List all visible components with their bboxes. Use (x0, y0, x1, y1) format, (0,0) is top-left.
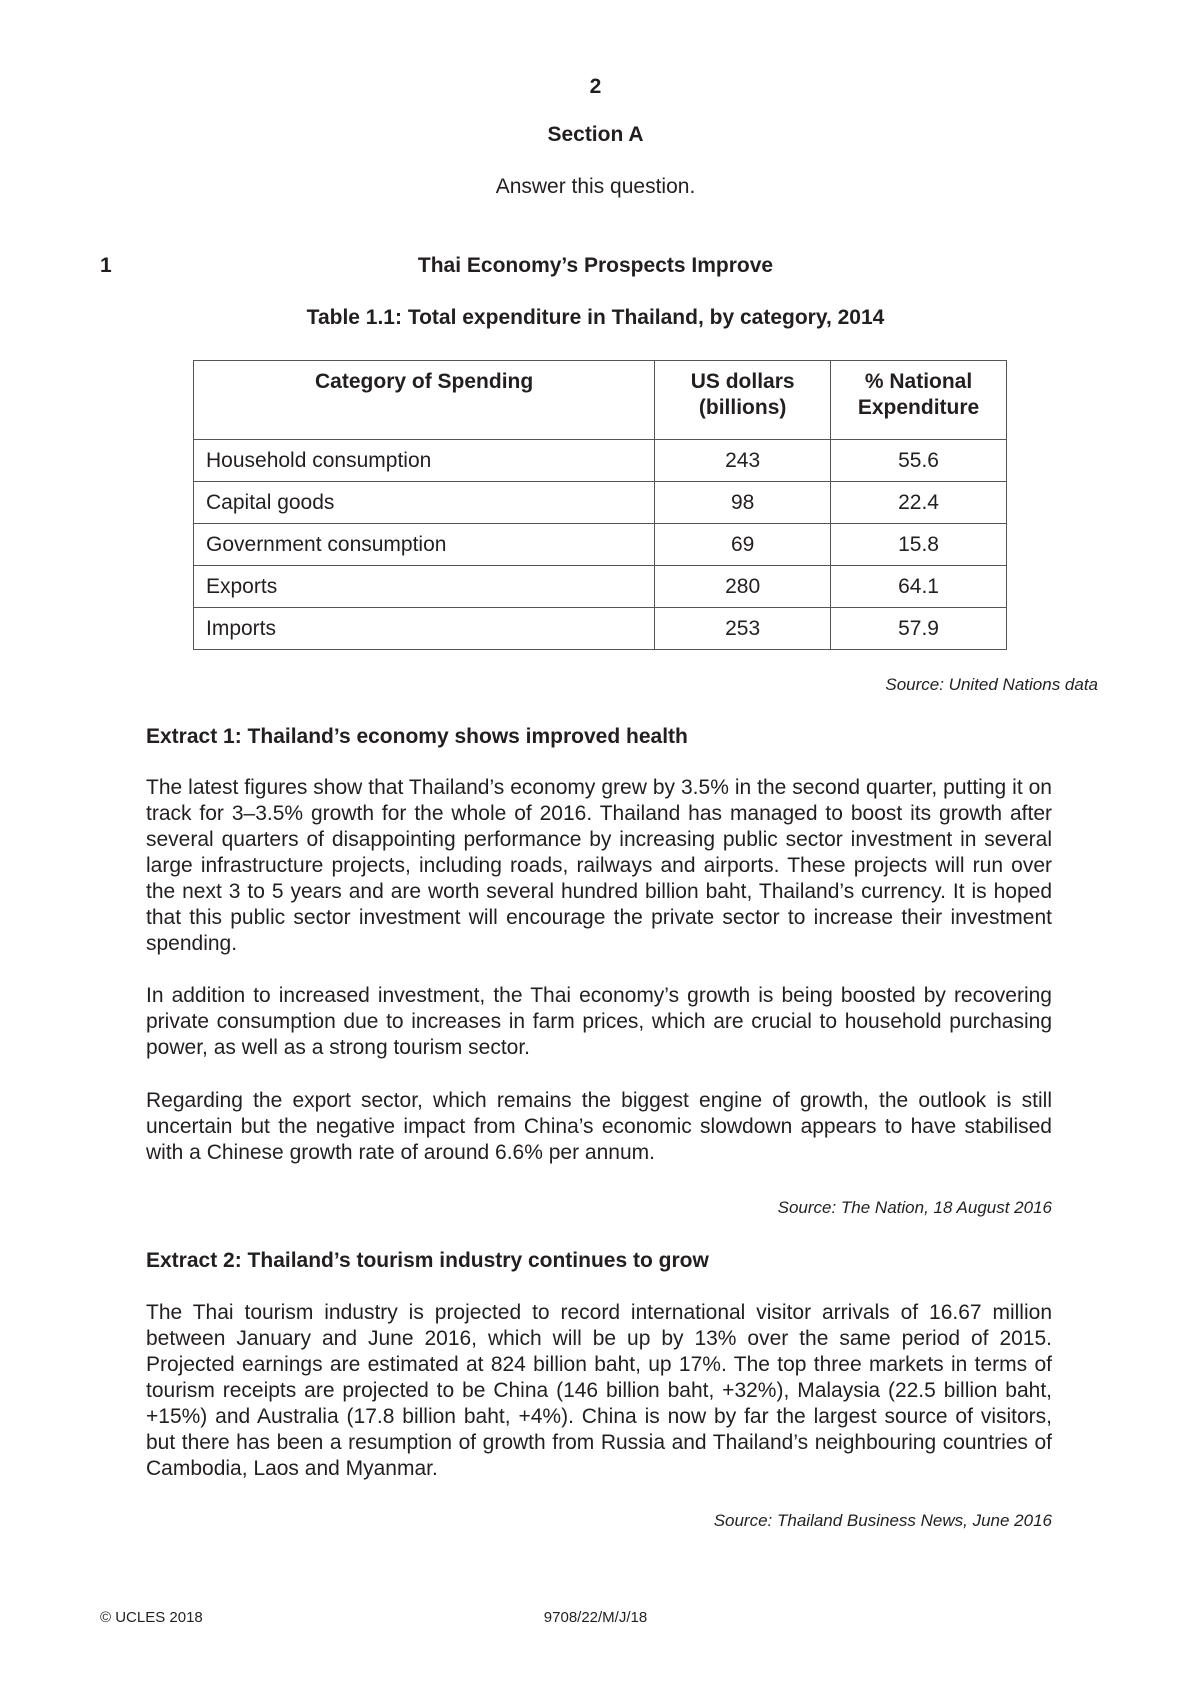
footer-code: 9708/22/M/J/18 (543, 1609, 648, 1626)
header-category (194, 361, 655, 440)
extract2-source: Source: Thailand Business News, June 2016 (713, 1511, 1052, 1530)
table-header-row (194, 361, 1007, 440)
cell-category: Imports (194, 608, 655, 650)
table-caption: Table 1.1: Total expenditure in Thailand, by category, 2014 (306, 306, 885, 329)
header-usd-line1: US dollars (690, 370, 795, 393)
extract1-source: Source: The Nation, 18 August 2016 (777, 1198, 1052, 1217)
expenditure-table (193, 360, 1007, 650)
question-title: Thai Economy’s Prospects Improve (417, 254, 774, 277)
section-title: Section A (547, 123, 644, 146)
header-usd (655, 361, 831, 440)
header-pct-line1: % National (864, 370, 973, 393)
cell-pct: 22.4 (831, 482, 1007, 524)
extract2-heading: Extract 2: Thailand’s tourism industry continues to grow (146, 1249, 709, 1272)
header-pct (831, 361, 1007, 440)
cell-usd: 69 (655, 524, 831, 566)
cell-usd: 280 (655, 566, 831, 608)
cell-pct: 55.6 (831, 440, 1007, 482)
cell-category: Exports (194, 566, 655, 608)
cell-pct: 15.8 (831, 524, 1007, 566)
header-pct-line2: Expenditure (857, 396, 980, 419)
cell-pct: 64.1 (831, 566, 1007, 608)
table-row (194, 566, 1007, 608)
header-category-label: Category of Spending (315, 370, 534, 393)
table-row (194, 524, 1007, 566)
extract1-paragraph-1: The latest figures show that Thailand’s economy grew by 3.5% in the second quarter, putting it on track for 3–3.5% growth for the whole of 2016. Thailand has managed to boost its growth after several quarters of disappointing performance by increasing public sector investment in several large infrastructure projects, including roads, railways and airports. These projects will run over the next 3 to 5 years and are worth several hundred billion baht, Thailand’s currency. It is hoped that this public sector investment will encourage the private sector to increase their investment spending. (146, 776, 1052, 955)
cell-category: Government consumption (194, 524, 655, 566)
question-number: 1 (100, 254, 112, 277)
cell-usd: 243 (655, 440, 831, 482)
cell-category: Household consumption (194, 440, 655, 482)
header-usd-line2: (billions) (698, 396, 787, 419)
extract1-paragraph-3: Regarding the export sector, which remains the biggest engine of growth, the outlook is still uncertain but the negative impact from China’s economic slowdown appears to have stabilised with a Chinese growth rate of around 6.6% per annum. (146, 1089, 1052, 1164)
instruction-text: Answer this question. (495, 175, 696, 198)
table-row (194, 440, 1007, 482)
table-row (194, 608, 1007, 650)
cell-category: Capital goods (194, 482, 655, 524)
footer-copyright: © UCLES 2018 (100, 1609, 203, 1626)
extract2-paragraph-1: The Thai tourism industry is projected to record international visitor arrivals of 16.67 million between January and June 2016, which will be up by 13% over the same period of 2015. Projected earnings are estimated at 824 billion baht, up 17%. The top three markets in terms of tourism receipts are projected to be China (146 billion baht, +32%), Malaysia (22.5 billion baht, +15%) and Australia (17.8 billion baht, +4%). China is now by far the largest source of visitors, but there has been a resumption of growth from Russia and Thailand’s neighbouring countries of Cambodia, Laos and Myanmar. (146, 1301, 1052, 1480)
cell-usd: 253 (655, 608, 831, 650)
page-number: 2 (589, 75, 602, 98)
extract1-heading: Extract 1: Thailand’s economy shows improved health (146, 725, 688, 748)
cell-usd: 98 (655, 482, 831, 524)
table-row (194, 482, 1007, 524)
table-source: Source: United Nations data (885, 675, 1098, 694)
cell-pct: 57.9 (831, 608, 1007, 650)
extract1-paragraph-2: In addition to increased investment, the Thai economy’s growth is being boosted by recovering private consumption due to increases in farm prices, which are crucial to household purchasing power, as well as a strong tourism sector. (146, 984, 1052, 1059)
